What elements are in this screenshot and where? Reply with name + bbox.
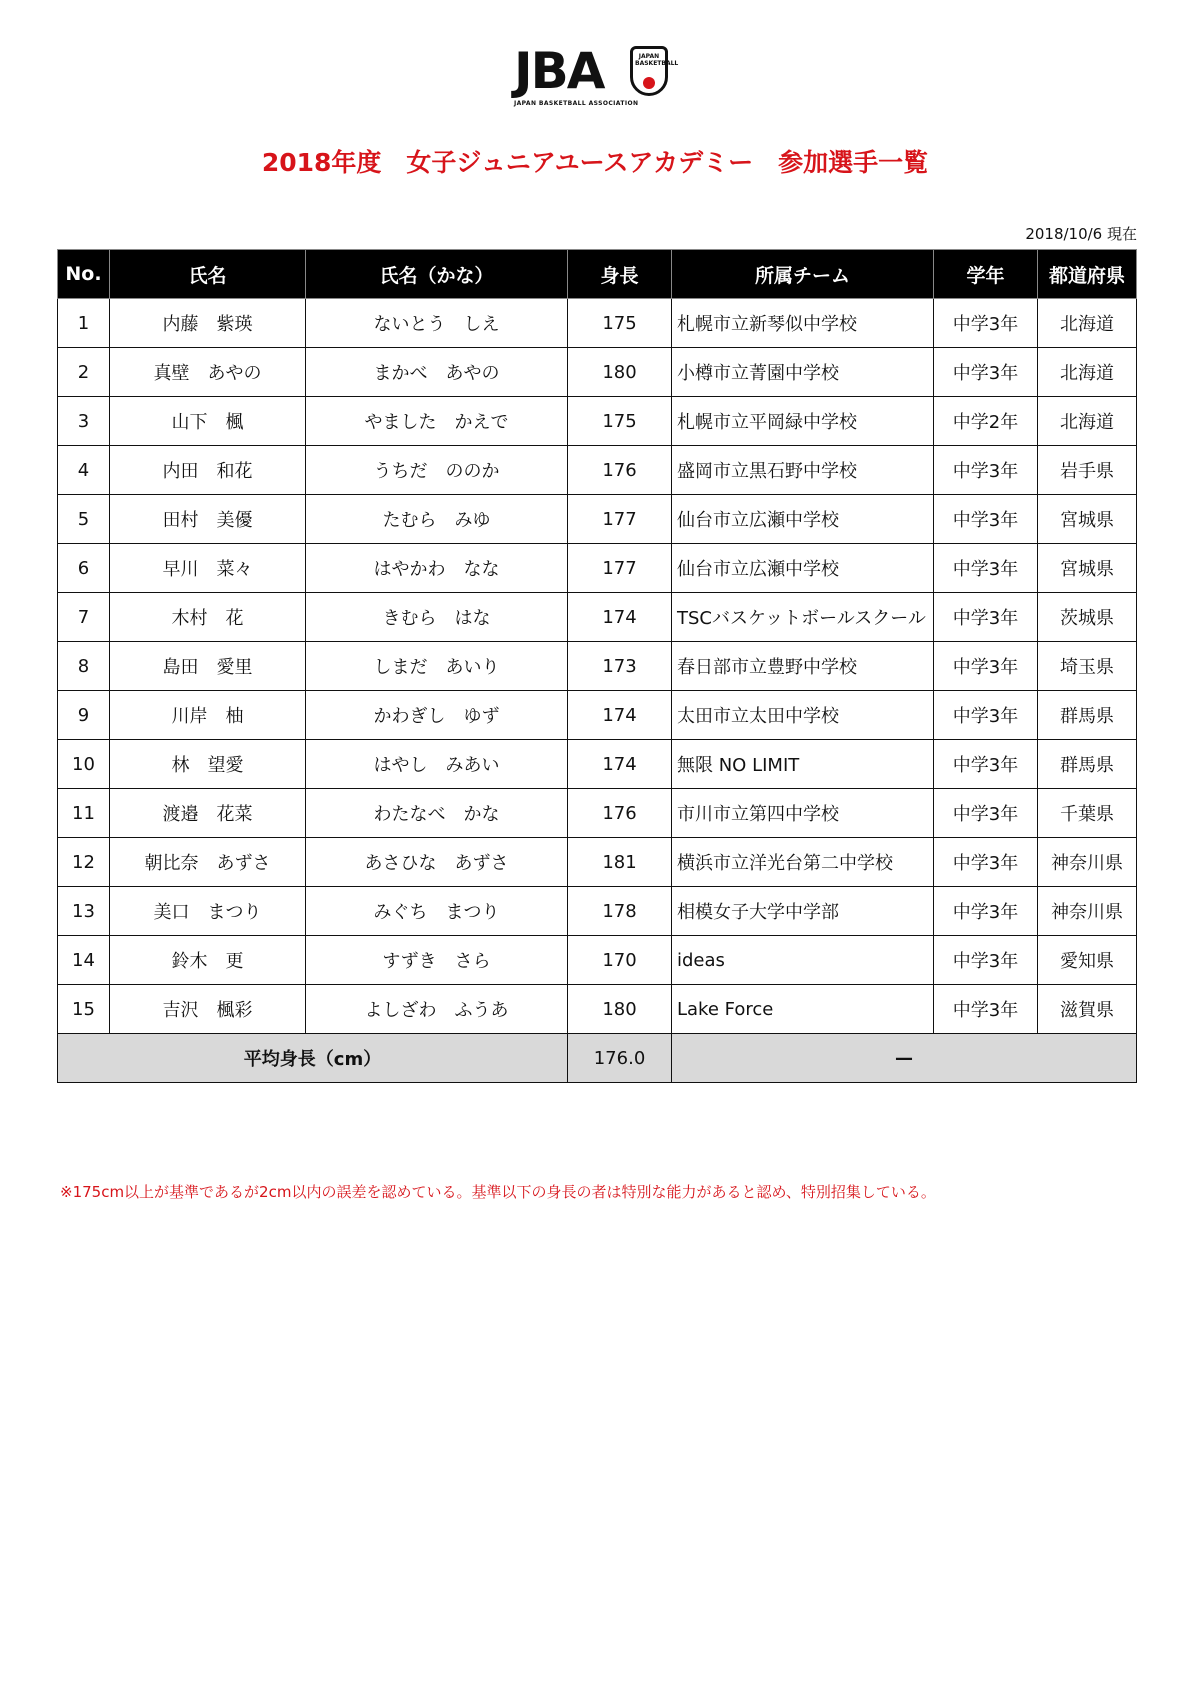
cell-team: Lake Force xyxy=(672,985,934,1034)
header-height: 身長 xyxy=(568,250,672,299)
player-table xyxy=(57,249,1137,1083)
cell-prefecture: 宮城県 xyxy=(1038,544,1137,593)
cell-height: 175 xyxy=(568,299,672,348)
table-row xyxy=(58,348,1137,397)
cell-prefecture: 愛知県 xyxy=(1038,936,1137,985)
cell-no: 8 xyxy=(58,642,110,691)
cell-kana: よしざわ ふうあ xyxy=(306,985,568,1034)
cell-prefecture: 埼玉県 xyxy=(1038,642,1137,691)
table-row xyxy=(58,740,1137,789)
cell-grade: 中学3年 xyxy=(934,691,1038,740)
cell-prefecture: 群馬県 xyxy=(1038,740,1137,789)
table-row xyxy=(58,495,1137,544)
footnote: ※175cm以上が基準であるが2cm以内の誤差を認めている。基準以下の身長の者は特別な能力があると認め、特別招集している。 xyxy=(60,1183,936,1201)
cell-kana: はやし みあい xyxy=(306,740,568,789)
cell-name: 内田 和花 xyxy=(110,446,306,495)
cell-kana: わたなべ かな xyxy=(306,789,568,838)
cell-kana: きむら はな xyxy=(306,593,568,642)
cell-team: 春日部市立豊野中学校 xyxy=(672,642,934,691)
cell-kana: はやかわ なな xyxy=(306,544,568,593)
cell-grade: 中学3年 xyxy=(934,838,1038,887)
cell-no: 3 xyxy=(58,397,110,446)
average-label: 平均身長（cm） xyxy=(58,1034,568,1083)
cell-no: 9 xyxy=(58,691,110,740)
average-value: 176.0 xyxy=(568,1034,672,1083)
cell-kana: たむら みゆ xyxy=(306,495,568,544)
table-row xyxy=(58,544,1137,593)
cell-prefecture: 岩手県 xyxy=(1038,446,1137,495)
cell-team: 横浜市立洋光台第二中学校 xyxy=(672,838,934,887)
cell-grade: 中学2年 xyxy=(934,397,1038,446)
cell-height: 174 xyxy=(568,593,672,642)
cell-height: 177 xyxy=(568,495,672,544)
cell-kana: みぐち まつり xyxy=(306,887,568,936)
table-row xyxy=(58,593,1137,642)
cell-no: 7 xyxy=(58,593,110,642)
cell-kana: すずき さら xyxy=(306,936,568,985)
cell-prefecture: 北海道 xyxy=(1038,348,1137,397)
cell-no: 6 xyxy=(58,544,110,593)
cell-no: 12 xyxy=(58,838,110,887)
cell-grade: 中学3年 xyxy=(934,740,1038,789)
table-row xyxy=(58,789,1137,838)
cell-grade: 中学3年 xyxy=(934,985,1038,1034)
cell-grade: 中学3年 xyxy=(934,299,1038,348)
table-header-row xyxy=(58,250,1137,299)
cell-kana: やました かえで xyxy=(306,397,568,446)
cell-grade: 中学3年 xyxy=(934,446,1038,495)
cell-grade: 中学3年 xyxy=(934,642,1038,691)
jba-logo xyxy=(514,42,679,108)
cell-no: 2 xyxy=(58,348,110,397)
cell-prefecture: 宮城県 xyxy=(1038,495,1137,544)
cell-height: 180 xyxy=(568,985,672,1034)
table-row xyxy=(58,446,1137,495)
cell-team: TSCバスケットボールスクール xyxy=(672,593,934,642)
cell-height: 181 xyxy=(568,838,672,887)
cell-name: 真壁 あやの xyxy=(110,348,306,397)
average-rest: — xyxy=(672,1034,1137,1083)
cell-no: 4 xyxy=(58,446,110,495)
logo-wordmark: JBA xyxy=(514,42,604,100)
cell-prefecture: 神奈川県 xyxy=(1038,887,1137,936)
cell-prefecture: 滋賀県 xyxy=(1038,985,1137,1034)
cell-team: 仙台市立広瀬中学校 xyxy=(672,495,934,544)
cell-grade: 中学3年 xyxy=(934,593,1038,642)
cell-height: 177 xyxy=(568,544,672,593)
cell-grade: 中学3年 xyxy=(934,887,1038,936)
cell-no: 10 xyxy=(58,740,110,789)
table-row xyxy=(58,936,1137,985)
cell-height: 174 xyxy=(568,691,672,740)
logo-subtitle: JAPAN BASKETBALL ASSOCIATION xyxy=(514,100,639,107)
cell-kana: かわぎし ゆず xyxy=(306,691,568,740)
cell-grade: 中学3年 xyxy=(934,495,1038,544)
cell-height: 174 xyxy=(568,740,672,789)
cell-team: 相模女子大学中学部 xyxy=(672,887,934,936)
cell-height: 180 xyxy=(568,348,672,397)
cell-kana: ないとう しえ xyxy=(306,299,568,348)
as-of-date: 2018/10/6 現在 xyxy=(1025,225,1137,243)
cell-height: 176 xyxy=(568,789,672,838)
cell-prefecture: 群馬県 xyxy=(1038,691,1137,740)
cell-no: 5 xyxy=(58,495,110,544)
cell-team: 札幌市立平岡緑中学校 xyxy=(672,397,934,446)
average-row xyxy=(58,1034,1137,1083)
cell-name: 川岸 柚 xyxy=(110,691,306,740)
cell-name: 山下 楓 xyxy=(110,397,306,446)
ball-icon xyxy=(643,77,655,89)
cell-prefecture: 北海道 xyxy=(1038,299,1137,348)
cell-name: 内藤 紫瑛 xyxy=(110,299,306,348)
cell-no: 1 xyxy=(58,299,110,348)
cell-height: 170 xyxy=(568,936,672,985)
cell-team: 太田市立太田中学校 xyxy=(672,691,934,740)
page-title: 2018年度 女子ジュニアユースアカデミー 参加選手一覧 xyxy=(261,148,929,177)
cell-grade: 中学3年 xyxy=(934,544,1038,593)
cell-prefecture: 北海道 xyxy=(1038,397,1137,446)
cell-grade: 中学3年 xyxy=(934,789,1038,838)
cell-team: 仙台市立広瀬中学校 xyxy=(672,544,934,593)
cell-grade: 中学3年 xyxy=(934,936,1038,985)
table-row xyxy=(58,887,1137,936)
table-row xyxy=(58,985,1137,1034)
cell-name: 朝比奈 あずさ xyxy=(110,838,306,887)
cell-name: 林 望愛 xyxy=(110,740,306,789)
cell-kana: うちだ ののか xyxy=(306,446,568,495)
cell-name: 渡邉 花菜 xyxy=(110,789,306,838)
cell-kana: しまだ あいり xyxy=(306,642,568,691)
header-grade: 学年 xyxy=(934,250,1038,299)
cell-name: 早川 菜々 xyxy=(110,544,306,593)
table-row xyxy=(58,642,1137,691)
cell-prefecture: 千葉県 xyxy=(1038,789,1137,838)
cell-name: 田村 美優 xyxy=(110,495,306,544)
cell-team: 無限 NO LIMIT xyxy=(672,740,934,789)
header-team: 所属チーム xyxy=(672,250,934,299)
cell-team: ideas xyxy=(672,936,934,985)
table-row xyxy=(58,691,1137,740)
cell-no: 15 xyxy=(58,985,110,1034)
cell-grade: 中学3年 xyxy=(934,348,1038,397)
badge-text: JAPAN BASKETBALL xyxy=(635,53,679,67)
cell-height: 175 xyxy=(568,397,672,446)
cell-height: 178 xyxy=(568,887,672,936)
cell-kana: まかべ あやの xyxy=(306,348,568,397)
table-row xyxy=(58,299,1137,348)
header-no: No. xyxy=(58,250,110,299)
cell-name: 吉沢 楓彩 xyxy=(110,985,306,1034)
cell-height: 176 xyxy=(568,446,672,495)
cell-prefecture: 茨城県 xyxy=(1038,593,1137,642)
cell-kana: あさひな あずさ xyxy=(306,838,568,887)
basketball-badge-icon xyxy=(630,46,679,96)
table-row xyxy=(58,397,1137,446)
cell-name: 木村 花 xyxy=(110,593,306,642)
cell-team: 盛岡市立黒石野中学校 xyxy=(672,446,934,495)
header-kana: 氏名（かな） xyxy=(306,250,568,299)
cell-no: 13 xyxy=(58,887,110,936)
table-row xyxy=(58,838,1137,887)
header-name: 氏名 xyxy=(110,250,306,299)
cell-team: 市川市立第四中学校 xyxy=(672,789,934,838)
cell-no: 11 xyxy=(58,789,110,838)
cell-no: 14 xyxy=(58,936,110,985)
cell-team: 札幌市立新琴似中学校 xyxy=(672,299,934,348)
cell-team: 小樽市立菁園中学校 xyxy=(672,348,934,397)
cell-name: 島田 愛里 xyxy=(110,642,306,691)
cell-name: 美口 まつり xyxy=(110,887,306,936)
cell-height: 173 xyxy=(568,642,672,691)
header-prefecture: 都道府県 xyxy=(1038,250,1137,299)
cell-name: 鈴木 更 xyxy=(110,936,306,985)
cell-prefecture: 神奈川県 xyxy=(1038,838,1137,887)
